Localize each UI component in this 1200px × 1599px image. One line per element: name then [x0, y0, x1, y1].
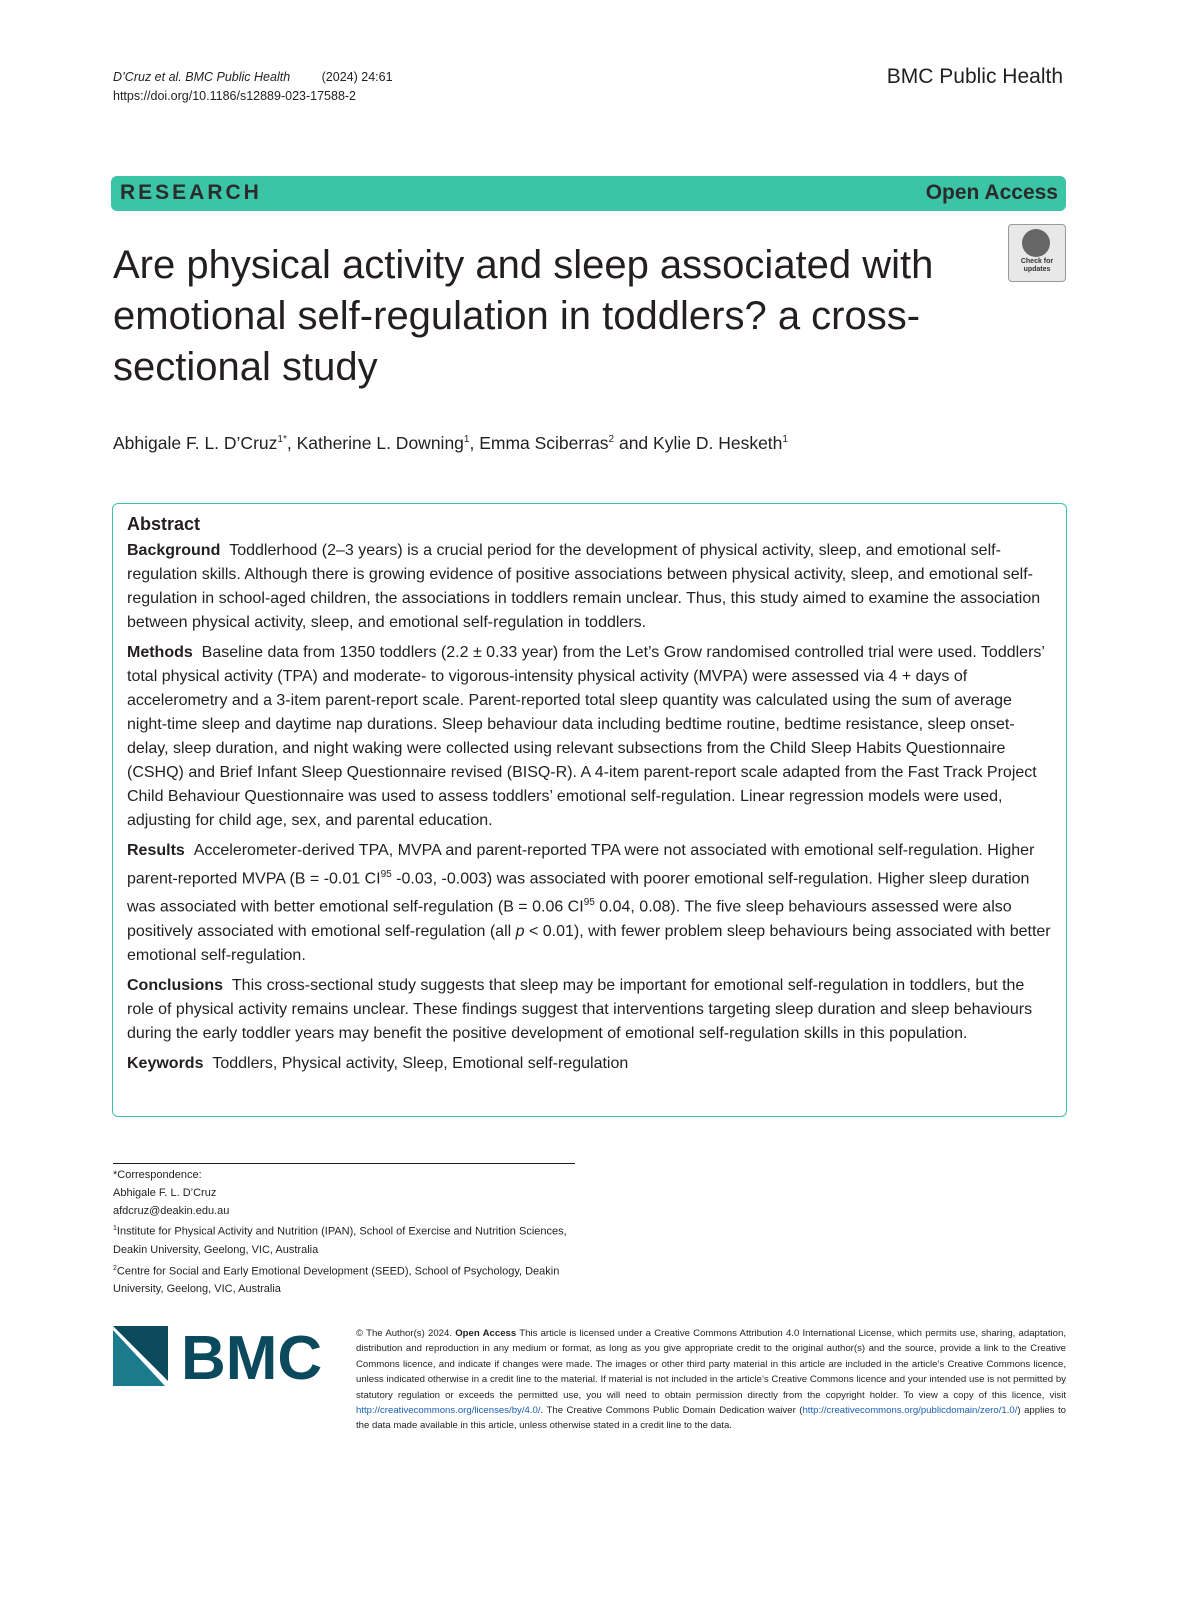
update-icon [1022, 229, 1050, 257]
abstract-box [112, 503, 1067, 1117]
footnotes [113, 1167, 583, 1299]
footnote-divider [113, 1163, 575, 1164]
doi-link[interactable]: https://doi.org/10.1186/s12889-023-17588-2 [113, 89, 357, 103]
author-list [113, 433, 788, 454]
bmc-logo-text: BMC [181, 1326, 323, 1386]
abstract-results: Results Accelerometer-derived TPA, MVPA and parent-reported TPA were not associated with emotional self-regulation. Higher parent-reported MVPA (B = -0.01 CI$^{95}$ -0.03, -0.003) was associated with poorer emotional self-regulation. Higher sleep duration was associated with better emotional self-regulation (B = 0.06 CI$^{95}$ 0.04, 0.08). The five sleep behaviours assessed were also positively associated with emotional self-regulation (all p < 0.01), with fewer problem sleep behaviours being associated with better emotional self-regulation. [127, 842, 1051, 964]
correspondent-name: Abhigale F. L. D’Cruz [113, 1186, 217, 1199]
article-type: RESEARCH [120, 181, 262, 204]
author-1: Abhigale F. L. D’Cruz$^{1*}$, [113, 433, 297, 453]
correspondent-email[interactable]: afdcruz@deakin.edu.au [113, 1204, 230, 1217]
bmc-logo-icon [113, 1326, 328, 1386]
abstract-keywords: Keywords Toddlers, Physical activity, Sleep, Emotional self-regulation [127, 1054, 629, 1072]
citation-year: (2024) 24:61 [321, 70, 393, 84]
affiliation-1: $^1$Institute for Physical Activity and Nutrition (IPAN), School of Exercise and Nutrition Sciences, Deakin University, Geelong, VIC, Australia [113, 1225, 567, 1256]
journal-name: BMC Public Health [886, 65, 1063, 88]
affiliation-2: $^2$Centre for Social and Early Emotional Development (SEED), School of Psychology, Deakin University, Geelong, VIC, Australia [113, 1264, 560, 1296]
author-3: Emma Sciberras$^2$ and [479, 433, 654, 453]
article-title: Are physical activity and sleep associated with emotional self-regulation in toddlers? a cross-sectional study [113, 243, 934, 389]
open-access-label: Open Access [925, 181, 1058, 204]
badge-label: Check for updates [1020, 258, 1054, 273]
correspondence-label: *Correspondence: [113, 1169, 202, 1181]
author-4: Kylie D. Hesketh$^1$ [653, 433, 788, 453]
license-link[interactable]: http://creativecommons.org/licenses/by/4.0/ [356, 1405, 541, 1417]
abstract-background: Background Toddlerhood (2–3 years) is a crucial period for the development of physical activity, sleep, and emotional self-regulation skills. Although there is growing evidence of positive associations between physical activity, sleep, and emotional self-regulation in school-aged children, the associations in toddlers remain unclear. Thus, this study aimed to examine the association between physical activity, sleep, and emotional self-regulation in toddlers. [127, 542, 1041, 631]
public-domain-link[interactable]: http://creativecommons.org/publicdomain/zero/1.0/ [802, 1405, 1018, 1417]
abstract-heading: Abstract [127, 514, 201, 534]
article-banner [111, 176, 1066, 211]
check-for-updates-badge[interactable] [1008, 224, 1066, 282]
bmc-logo [113, 1326, 328, 1386]
abstract-conclusions: Conclusions This cross-sectional study suggests that sleep may be important for emotional self-regulation in toddlers, but the role of physical activity remains unclear. These findings suggest that interventions targeting sleep duration and sleep behaviours during the early toddler years may benefit the positive development of emotional self-regulation skills in this population. [127, 976, 1033, 1042]
citation-line [113, 68, 393, 87]
abstract-methods: Methods Baseline data from 1350 toddlers (2.2 ± 0.33 year) from the Let’s Grow randomised controlled trial were used. Toddlers’ total physical activity (TPA) and moderate- to vigorous-intensity physical activity (MVPA) were assessed via 4 + days of accelerometry and a 3-item parent-report scale. Parent-reported total sleep quantity was calculated using the sum of average night-time sleep and daytime nap durations. Sleep behaviour data including bedtime routine, bedtime resistance, sleep onset-delay, sleep duration, and night waking were collected using relevant subsections from the Child Sleep Habits Questionnaire (CSHQ) and Brief Infant Sleep Questionnaire revised (BISQ-R). A 4-item parent-report scale adapted from the Fast Track Project Child Behaviour Questionnaire was used to assess toddlers’ emotional self-regulation. Linear regression models were used, adjusting for child age, sex, and parental education. [127, 644, 1045, 829]
license-text: © The Author(s) 2024. Open Access This article is licensed under a Creative Commons Attribution 4.0 International License, which permits use, sharing, adaptation, distribution and reproduction in any medium or format, as long as you give appropriate credit to the original author(s) and the source, provide a link to the Creative Commons licence, and indicate if changes were made. The images or other third party material in this article are included in the article’s Creative Commons licence, unless indicated otherwise in a credit line to the material. If material is not included in the article’s Creative Commons licence and your intended use is not permitted by statutory regulation or exceeds the permitted use, you will need to obtain permission directly from the copyright holder. To view a copy of this licence, visit http://creativecommons.org/licenses/by/4.0/. The Creative Commons Public Domain Dedication waiver (http://creativecommons.org/publicdomain/zero/1.0/) applies to the data made available in this article, unless otherwise stated in a credit line to the data. [356, 1328, 1067, 1432]
author-2: Katherine L. Downing$^1$, [296, 433, 480, 453]
citation-journal: D’Cruz et al. BMC Public Health [113, 70, 291, 84]
